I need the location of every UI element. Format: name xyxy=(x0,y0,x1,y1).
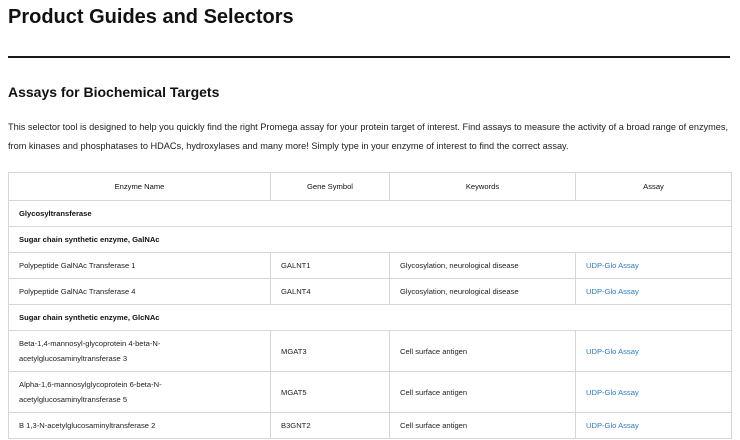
column-header-enzyme-name: Enzyme Name xyxy=(9,173,271,201)
intro-paragraph: This selector tool is designed to help you quickly find the right Promega assay for your protein target of interest. Find assays to measure the activity of a broad range of enzymes, from kinases and phosphatases to HDACs, hydroxylases and many more! Simply type in your enzyme of interest to find the correct assay. xyxy=(8,122,729,151)
gene-symbol-cell: B3GNT2 xyxy=(271,413,390,439)
keywords-cell: Cell surface antigen xyxy=(390,372,576,413)
table-row xyxy=(9,413,732,439)
group-row-galnac xyxy=(9,227,732,253)
keywords-cell: Cell surface antigen xyxy=(390,331,576,372)
title-divider xyxy=(8,56,730,58)
table-row xyxy=(9,331,732,372)
assay-cell xyxy=(576,279,732,305)
enzyme-name-cell: B 1,3-N-acetylglucosaminyltransferase 2 xyxy=(9,413,271,439)
group-row-glycosyltransferase xyxy=(9,201,732,227)
table-header-row xyxy=(9,173,732,201)
keywords-cell: Glycosylation, neurological disease xyxy=(390,253,576,279)
table-row xyxy=(9,279,732,305)
gene-symbol-cell: GALNT4 xyxy=(271,279,390,305)
assay-link[interactable]: UDP-Glo Assay xyxy=(586,387,639,397)
assay-link[interactable]: UDP-Glo Assay xyxy=(586,261,639,270)
enzyme-name-cell: Alpha-1,6-mannosylglycoprotein 6-beta-N-acetylglucosaminyltransferase 5 xyxy=(9,372,271,413)
assay-link[interactable]: UDP-Glo Assay xyxy=(586,421,639,430)
enzyme-name-cell: Polypeptide GalNAc Transferase 1 xyxy=(9,253,271,279)
gene-symbol-cell: MGAT3 xyxy=(271,331,390,372)
group-label: Sugar chain synthetic enzyme, GlcNAc xyxy=(9,305,732,331)
assay-cell xyxy=(576,253,732,279)
group-label: Sugar chain synthetic enzyme, GalNAc xyxy=(9,227,732,253)
assay-link[interactable]: UDP-Glo Assay xyxy=(586,346,639,356)
gene-symbol-cell: MGAT5 xyxy=(271,372,390,413)
enzyme-name-cell: Beta-1,4-mannosyl-glycoprotein 4-beta-N-acetylglucosaminyltransferase 3 xyxy=(9,331,271,372)
table-row xyxy=(9,253,732,279)
assay-link[interactable]: UDP-Glo Assay xyxy=(586,287,639,296)
assay-cell xyxy=(576,413,732,439)
group-label: Glycosyltransferase xyxy=(9,201,732,227)
group-row-glcnac xyxy=(9,305,732,331)
assay-cell xyxy=(576,372,732,413)
assay-cell xyxy=(576,331,732,372)
assay-selector-table xyxy=(8,172,732,439)
gene-symbol-cell: GALNT1 xyxy=(271,253,390,279)
column-header-keywords: Keywords xyxy=(390,173,576,201)
column-header-assay: Assay xyxy=(576,173,732,201)
keywords-cell: Glycosylation, neurological disease xyxy=(390,279,576,305)
page-title: Product Guides and Selectors xyxy=(8,6,294,28)
section-title: Assays for Biochemical Targets xyxy=(8,84,220,100)
table-row xyxy=(9,372,732,413)
keywords-cell: Cell surface antigen xyxy=(390,413,576,439)
enzyme-name-cell: Polypeptide GalNAc Transferase 4 xyxy=(9,279,271,305)
column-header-gene-symbol: Gene Symbol xyxy=(271,173,390,201)
